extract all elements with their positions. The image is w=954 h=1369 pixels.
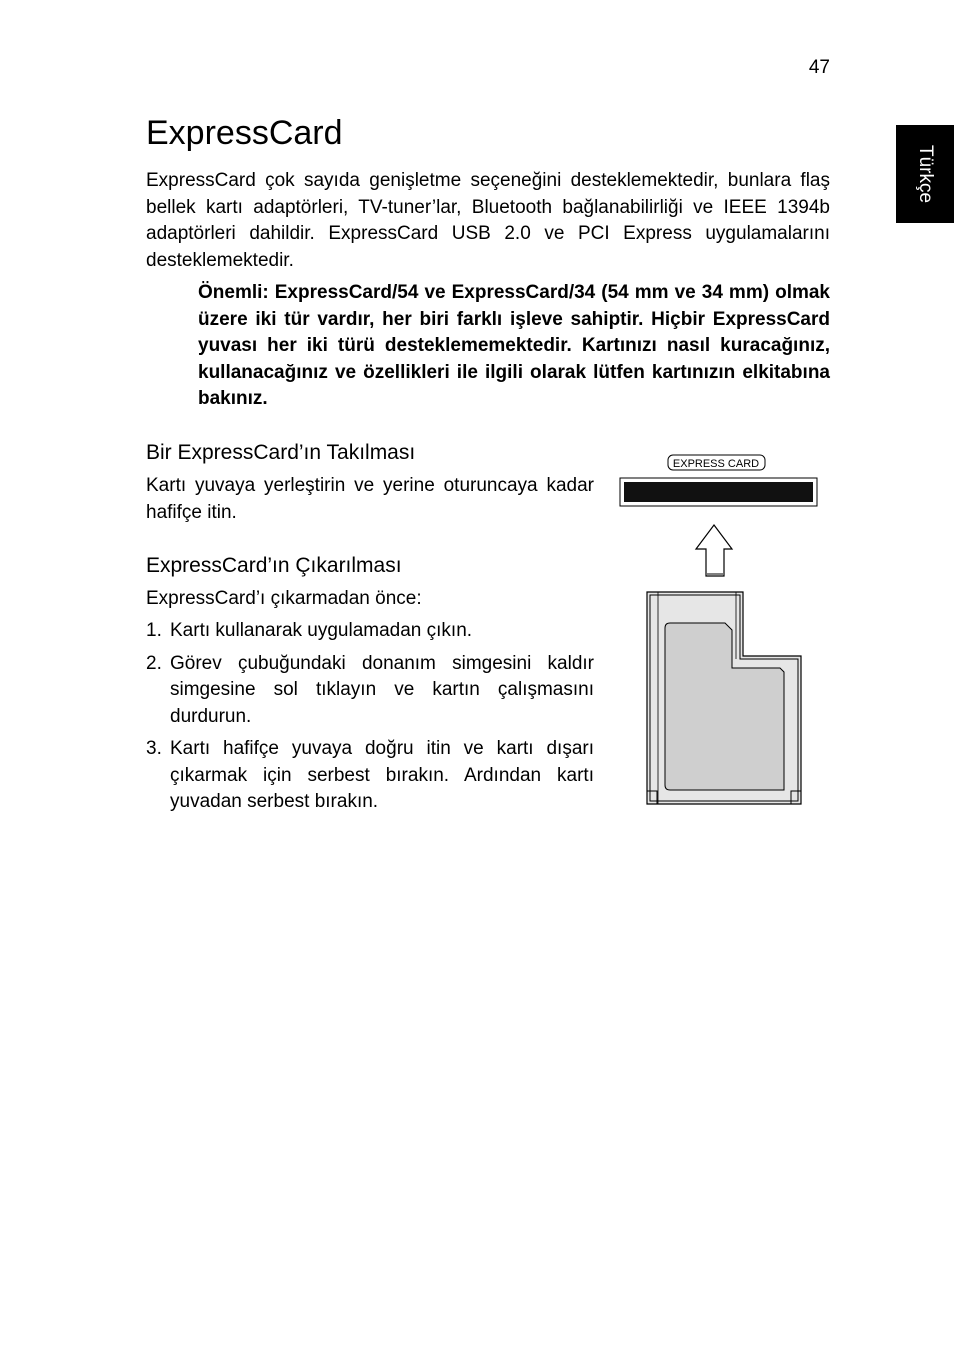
page-number: 47	[808, 57, 830, 78]
insert-arrow-icon	[696, 525, 732, 576]
slot-label-text: EXPRESS CARD	[672, 458, 760, 470]
step-number: 1.	[146, 620, 162, 641]
insert-section-heading: Bir ExpressCard’ın Takılması	[146, 441, 416, 464]
removal-step	[146, 618, 594, 645]
language-tab	[896, 125, 954, 223]
card-label-area	[665, 623, 784, 790]
step-text: Görev çubuğundaki donanım simgesini kaldır simgesine sol tıklayın ve kartın çalışmasını durdurun.	[170, 652, 594, 727]
step-number: 2.	[146, 652, 162, 674]
remove-section-intro: ExpressCard’ı çıkarmadan önce:	[146, 588, 422, 609]
page-title: ExpressCard	[146, 114, 343, 152]
step-text: Kartı kullanarak uygulamadan çıkın.	[170, 620, 473, 641]
insert-section-body: Kartı yuvaya yerleştirin ve yerine oturuncaya kadar hafifçe itin.	[146, 475, 594, 523]
step-text: Kartı hafifçe yuvaya doğru itin ve kartı dışarı çıkarmak için serbest bırakın. Ardından kartı yuvadan serbest bırakın.	[170, 738, 594, 812]
remove-section-heading: ExpressCard’ın Çıkarılması	[146, 554, 402, 577]
step-number: 3.	[146, 738, 162, 759]
important-note: Önemli: ExpressCard/54 ve ExpressCard/34 (54 mm ve 34 mm) olmak üzere iki tür vardır, her biri farklı işleve sahiptir. Hiçbir ExpressCard yuvası her iki türü desteklememektedir. Kartınızı nasıl kuracağınız, kullanacağınız ve özellikleri ile ilgili olarak lütfen kartınızın elkitabına bakınız.	[198, 282, 830, 409]
removal-step	[146, 736, 594, 816]
card-slot-opening	[624, 482, 813, 502]
language-tab-label: Türkçe	[915, 144, 936, 204]
expresscard-insertion-illustration	[610, 448, 840, 818]
removal-steps-list	[146, 618, 594, 822]
removal-step	[146, 651, 594, 731]
intro-paragraph: ExpressCard çok sayıda genişletme seçeneğini desteklemektedir, bunlara flaş bellek kartı adaptörleri, TV-tuner’lar, Bluetooth bağlanabilirliği ve IEEE 1394b adaptörleri dahildir. ExpressCard USB 2.0 ve PCI Express uygulamalarını desteklemektedir.	[146, 170, 830, 271]
